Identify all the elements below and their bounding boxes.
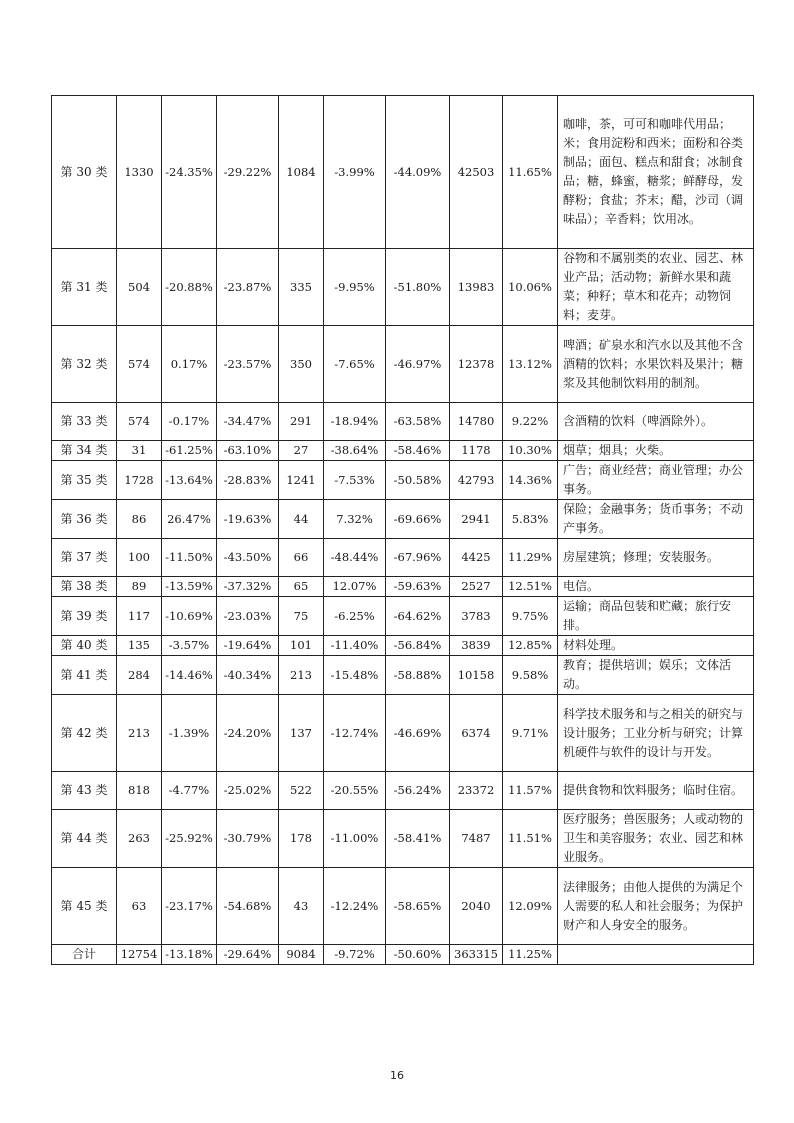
registrations-cell: 1084 bbox=[279, 96, 324, 249]
share-cell: 11.25% bbox=[503, 945, 558, 965]
filings-yoy-cell: 26.47% bbox=[162, 500, 217, 539]
filings-change-cell: -23.57% bbox=[217, 326, 279, 403]
filings-change-cell: -23.87% bbox=[217, 249, 279, 326]
filings-yoy-cell: -1.39% bbox=[162, 695, 217, 772]
filings-yoy-cell: -24.35% bbox=[162, 96, 217, 249]
table-body bbox=[52, 96, 754, 965]
registrations-cell: 75 bbox=[279, 597, 324, 636]
registrations-yoy-cell: 7.32% bbox=[324, 500, 386, 539]
share-cell: 11.65% bbox=[503, 96, 558, 249]
filings-change-cell: -24.20% bbox=[217, 695, 279, 772]
class-cell: 第 45 类 bbox=[52, 868, 117, 945]
share-cell: 12.51% bbox=[503, 577, 558, 597]
class-cell: 第 32 类 bbox=[52, 326, 117, 403]
table-row bbox=[52, 249, 754, 326]
filings-change-cell: -28.83% bbox=[217, 461, 279, 500]
filings-yoy-cell: -14.46% bbox=[162, 656, 217, 695]
class-cell: 第 39 类 bbox=[52, 597, 117, 636]
registrations-change-cell: -69.66% bbox=[386, 500, 450, 539]
filings-yoy-cell: -23.17% bbox=[162, 868, 217, 945]
total-cell: 12378 bbox=[450, 326, 503, 403]
description-cell: 法律服务；由他人提供的为满足个人需要的私人和社会服务；为保护财产和人身安全的服务。 bbox=[558, 868, 754, 945]
filings-cell: 818 bbox=[117, 772, 162, 810]
registrations-change-cell: -50.60% bbox=[386, 945, 450, 965]
class-cell: 第 40 类 bbox=[52, 636, 117, 656]
description-cell: 含酒精的饮料（啤酒除外）。 bbox=[558, 403, 754, 441]
description-cell: 运输；商品包装和贮藏；旅行安排。 bbox=[558, 597, 754, 636]
class-cell: 第 34 类 bbox=[52, 441, 117, 461]
share-cell: 9.58% bbox=[503, 656, 558, 695]
table-row bbox=[52, 500, 754, 539]
share-cell: 9.75% bbox=[503, 597, 558, 636]
table-row bbox=[52, 868, 754, 945]
trademark-class-table bbox=[51, 95, 754, 965]
registrations-change-cell: -56.84% bbox=[386, 636, 450, 656]
registrations-change-cell: -63.58% bbox=[386, 403, 450, 441]
class-cell: 第 42 类 bbox=[52, 695, 117, 772]
class-cell: 第 43 类 bbox=[52, 772, 117, 810]
share-cell: 12.09% bbox=[503, 868, 558, 945]
filings-yoy-cell: -10.69% bbox=[162, 597, 217, 636]
table-row bbox=[52, 597, 754, 636]
registrations-yoy-cell: -9.72% bbox=[324, 945, 386, 965]
filings-change-cell: -19.64% bbox=[217, 636, 279, 656]
filings-cell: 89 bbox=[117, 577, 162, 597]
filings-change-cell: -40.34% bbox=[217, 656, 279, 695]
table-row bbox=[52, 96, 754, 249]
registrations-yoy-cell: -9.95% bbox=[324, 249, 386, 326]
description-cell: 广告；商业经营；商业管理；办公事务。 bbox=[558, 461, 754, 500]
description-cell: 科学技术服务和与之相关的研究与设计服务；工业分析与研究；计算机硬件与软件的设计与开发。 bbox=[558, 695, 754, 772]
filings-cell: 1330 bbox=[117, 96, 162, 249]
registrations-cell: 137 bbox=[279, 695, 324, 772]
class-cell: 第 44 类 bbox=[52, 810, 117, 868]
table-row bbox=[52, 441, 754, 461]
total-cell: 10158 bbox=[450, 656, 503, 695]
registrations-change-cell: -46.97% bbox=[386, 326, 450, 403]
share-cell: 11.51% bbox=[503, 810, 558, 868]
registrations-change-cell: -64.62% bbox=[386, 597, 450, 636]
registrations-yoy-cell: -11.00% bbox=[324, 810, 386, 868]
class-cell: 第 41 类 bbox=[52, 656, 117, 695]
registrations-yoy-cell: -20.55% bbox=[324, 772, 386, 810]
filings-yoy-cell: -20.88% bbox=[162, 249, 217, 326]
table-row bbox=[52, 539, 754, 577]
share-cell: 11.57% bbox=[503, 772, 558, 810]
registrations-change-cell: -46.69% bbox=[386, 695, 450, 772]
class-cell: 第 36 类 bbox=[52, 500, 117, 539]
total-cell: 23372 bbox=[450, 772, 503, 810]
registrations-cell: 44 bbox=[279, 500, 324, 539]
description-cell: 啤酒；矿泉水和汽水以及其他不含酒精的饮料；水果饮料及果汁；糖浆及其他制饮料用的制剂。 bbox=[558, 326, 754, 403]
table-row bbox=[52, 636, 754, 656]
filings-change-cell: -34.47% bbox=[217, 403, 279, 441]
filings-cell: 504 bbox=[117, 249, 162, 326]
filings-change-cell: -37.32% bbox=[217, 577, 279, 597]
class-cell: 合计 bbox=[52, 945, 117, 965]
filings-change-cell: -29.64% bbox=[217, 945, 279, 965]
class-cell: 第 30 类 bbox=[52, 96, 117, 249]
filings-cell: 12754 bbox=[117, 945, 162, 965]
filings-yoy-cell: -13.64% bbox=[162, 461, 217, 500]
registrations-yoy-cell: -18.94% bbox=[324, 403, 386, 441]
description-cell: 教育；提供培训；娱乐；文体活动。 bbox=[558, 656, 754, 695]
registrations-change-cell: -51.80% bbox=[386, 249, 450, 326]
filings-change-cell: -25.02% bbox=[217, 772, 279, 810]
total-cell: 3839 bbox=[450, 636, 503, 656]
total-cell: 3783 bbox=[450, 597, 503, 636]
registrations-cell: 27 bbox=[279, 441, 324, 461]
class-cell: 第 35 类 bbox=[52, 461, 117, 500]
filings-change-cell: -19.63% bbox=[217, 500, 279, 539]
filings-cell: 86 bbox=[117, 500, 162, 539]
registrations-cell: 43 bbox=[279, 868, 324, 945]
description-cell: 咖啡，茶，可可和咖啡代用品；米；食用淀粉和西米；面粉和谷类制品；面包、糕点和甜食；冰制食品；糖，蜂蜜，糖浆；鲜酵母，发酵粉；食盐；芥末；醋，沙司（调味品）；辛香料；饮用冰。 bbox=[558, 96, 754, 249]
total-cell: 2527 bbox=[450, 577, 503, 597]
filings-change-cell: -54.68% bbox=[217, 868, 279, 945]
class-cell: 第 33 类 bbox=[52, 403, 117, 441]
registrations-yoy-cell: 12.07% bbox=[324, 577, 386, 597]
registrations-cell: 9084 bbox=[279, 945, 324, 965]
share-cell: 5.83% bbox=[503, 500, 558, 539]
share-cell: 13.12% bbox=[503, 326, 558, 403]
description-cell: 医疗服务；兽医服务；人或动物的卫生和美容服务；农业、园艺和林业服务。 bbox=[558, 810, 754, 868]
filings-yoy-cell: -0.17% bbox=[162, 403, 217, 441]
registrations-change-cell: -58.46% bbox=[386, 441, 450, 461]
registrations-change-cell: -59.63% bbox=[386, 577, 450, 597]
registrations-yoy-cell: -7.65% bbox=[324, 326, 386, 403]
filings-yoy-cell: -4.77% bbox=[162, 772, 217, 810]
description-cell: 电信。 bbox=[558, 577, 754, 597]
total-cell: 2941 bbox=[450, 500, 503, 539]
total-cell: 13983 bbox=[450, 249, 503, 326]
registrations-cell: 291 bbox=[279, 403, 324, 441]
filings-cell: 117 bbox=[117, 597, 162, 636]
total-cell: 363315 bbox=[450, 945, 503, 965]
registrations-yoy-cell: -12.24% bbox=[324, 868, 386, 945]
page-number: 16 bbox=[390, 1069, 404, 1082]
registrations-cell: 101 bbox=[279, 636, 324, 656]
description-cell: 材料处理。 bbox=[558, 636, 754, 656]
table-row bbox=[52, 326, 754, 403]
description-cell: 提供食物和饮料服务；临时住宿。 bbox=[558, 772, 754, 810]
registrations-change-cell: -56.24% bbox=[386, 772, 450, 810]
description-cell: 房屋建筑；修理；安装服务。 bbox=[558, 539, 754, 577]
filings-cell: 31 bbox=[117, 441, 162, 461]
total-cell: 14780 bbox=[450, 403, 503, 441]
total-row bbox=[52, 945, 754, 965]
class-cell: 第 37 类 bbox=[52, 539, 117, 577]
total-cell: 42793 bbox=[450, 461, 503, 500]
table-row bbox=[52, 461, 754, 500]
description-cell: 烟草；烟具；火柴。 bbox=[558, 441, 754, 461]
filings-yoy-cell: -25.92% bbox=[162, 810, 217, 868]
filings-change-cell: -43.50% bbox=[217, 539, 279, 577]
description-cell bbox=[558, 945, 754, 965]
registrations-cell: 1241 bbox=[279, 461, 324, 500]
filings-cell: 1728 bbox=[117, 461, 162, 500]
table-row bbox=[52, 810, 754, 868]
registrations-yoy-cell: -7.53% bbox=[324, 461, 386, 500]
total-cell: 7487 bbox=[450, 810, 503, 868]
table-row bbox=[52, 656, 754, 695]
filings-cell: 574 bbox=[117, 326, 162, 403]
filings-change-cell: -23.03% bbox=[217, 597, 279, 636]
registrations-cell: 66 bbox=[279, 539, 324, 577]
description-cell: 谷物和不属别类的农业、园艺、林业产品；活动物；新鲜水果和蔬菜；种籽；草木和花卉；动物饲料；麦芽。 bbox=[558, 249, 754, 326]
registrations-cell: 65 bbox=[279, 577, 324, 597]
filings-cell: 100 bbox=[117, 539, 162, 577]
total-cell: 1178 bbox=[450, 441, 503, 461]
registrations-yoy-cell: -12.74% bbox=[324, 695, 386, 772]
share-cell: 9.22% bbox=[503, 403, 558, 441]
registrations-cell: 178 bbox=[279, 810, 324, 868]
registrations-cell: 522 bbox=[279, 772, 324, 810]
filings-change-cell: -63.10% bbox=[217, 441, 279, 461]
class-cell: 第 38 类 bbox=[52, 577, 117, 597]
filings-yoy-cell: -3.57% bbox=[162, 636, 217, 656]
registrations-cell: 213 bbox=[279, 656, 324, 695]
class-cell: 第 31 类 bbox=[52, 249, 117, 326]
registrations-change-cell: -67.96% bbox=[386, 539, 450, 577]
registrations-cell: 335 bbox=[279, 249, 324, 326]
total-cell: 6374 bbox=[450, 695, 503, 772]
registrations-yoy-cell: -11.40% bbox=[324, 636, 386, 656]
share-cell: 9.71% bbox=[503, 695, 558, 772]
total-cell: 2040 bbox=[450, 868, 503, 945]
registrations-yoy-cell: -48.44% bbox=[324, 539, 386, 577]
filings-cell: 135 bbox=[117, 636, 162, 656]
registrations-change-cell: -58.65% bbox=[386, 868, 450, 945]
filings-change-cell: -30.79% bbox=[217, 810, 279, 868]
share-cell: 10.30% bbox=[503, 441, 558, 461]
registrations-yoy-cell: -3.99% bbox=[324, 96, 386, 249]
filings-cell: 284 bbox=[117, 656, 162, 695]
share-cell: 12.85% bbox=[503, 636, 558, 656]
filings-yoy-cell: -11.50% bbox=[162, 539, 217, 577]
filings-cell: 63 bbox=[117, 868, 162, 945]
share-cell: 14.36% bbox=[503, 461, 558, 500]
filings-change-cell: -29.22% bbox=[217, 96, 279, 249]
total-cell: 42503 bbox=[450, 96, 503, 249]
registrations-cell: 350 bbox=[279, 326, 324, 403]
filings-yoy-cell: -13.18% bbox=[162, 945, 217, 965]
table-row bbox=[52, 577, 754, 597]
registrations-yoy-cell: -6.25% bbox=[324, 597, 386, 636]
filings-yoy-cell: 0.17% bbox=[162, 326, 217, 403]
filings-cell: 213 bbox=[117, 695, 162, 772]
share-cell: 10.06% bbox=[503, 249, 558, 326]
table-row bbox=[52, 772, 754, 810]
registrations-yoy-cell: -38.64% bbox=[324, 441, 386, 461]
registrations-change-cell: -44.09% bbox=[386, 96, 450, 249]
filings-cell: 263 bbox=[117, 810, 162, 868]
registrations-change-cell: -58.88% bbox=[386, 656, 450, 695]
total-cell: 4425 bbox=[450, 539, 503, 577]
registrations-change-cell: -50.58% bbox=[386, 461, 450, 500]
description-cell: 保险；金融事务；货币事务；不动产事务。 bbox=[558, 500, 754, 539]
registrations-yoy-cell: -15.48% bbox=[324, 656, 386, 695]
filings-yoy-cell: -13.59% bbox=[162, 577, 217, 597]
filings-cell: 574 bbox=[117, 403, 162, 441]
table-row bbox=[52, 695, 754, 772]
share-cell: 11.29% bbox=[503, 539, 558, 577]
table-row bbox=[52, 403, 754, 441]
filings-yoy-cell: -61.25% bbox=[162, 441, 217, 461]
registrations-change-cell: -58.41% bbox=[386, 810, 450, 868]
